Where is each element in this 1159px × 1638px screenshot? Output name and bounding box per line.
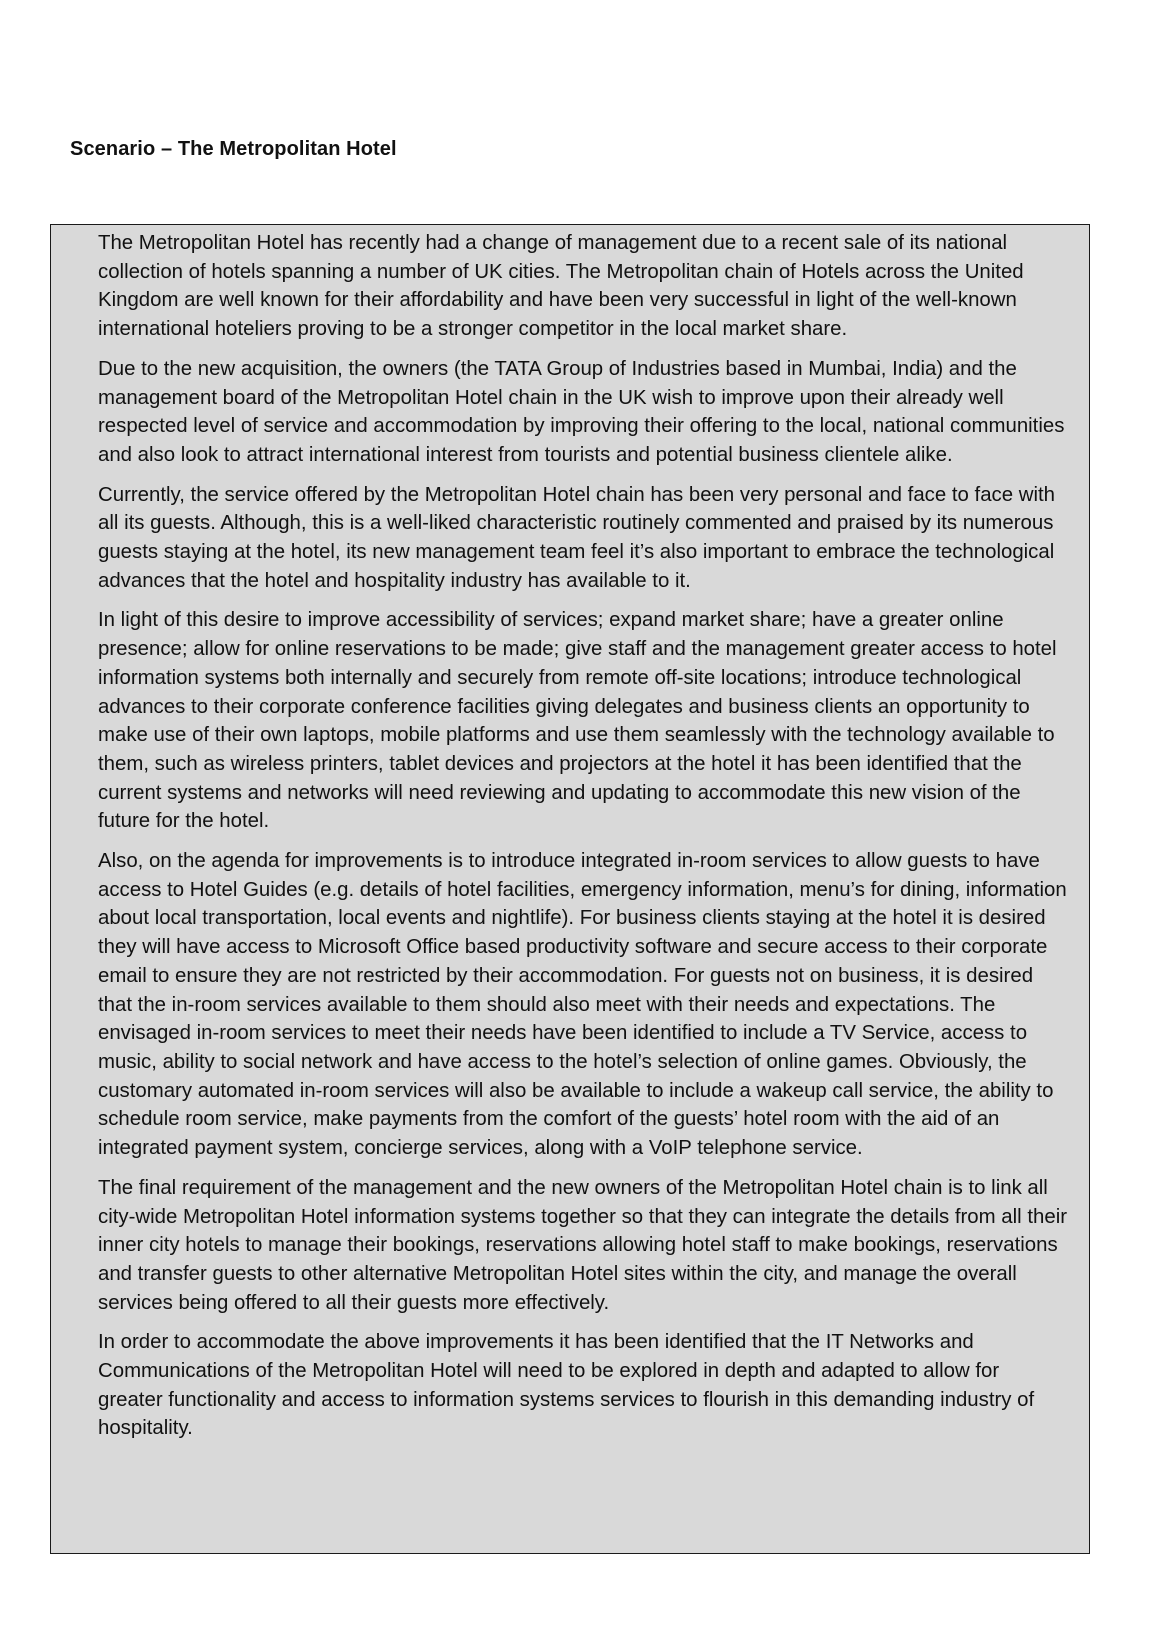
scenario-paragraph-5: Also, on the agenda for improvements is to introduce integrated in-room services to allow guests to have access to Hotel Guides (e.g. details of hotel facilities, emergency information, menu’s for dining, information about local transportation, local events and nightlife). For business clients staying at the hotel it is desired they will have access to Microsoft Office based productivity software and secure access to their corporate email to ensure they are not restricted by their accommodation. For guests not on business, it is desired that the in-room services available to them should also meet with their needs and expectations. The envisaged in-room services to meet their needs have been identified to include a TV Service, access to music, ability to social network and have access to the hotel’s selection of online games. Obviously, the customary automated in-room services will also be available to include a wakeup call service, the ability to schedule room service, make payments from the comfort of the guests’ hotel room with the aid of an integrated payment system, concierge services, along with a VoIP telephone service. xyxy=(98,850,1067,1160)
scenario-text-box xyxy=(50,224,1090,1554)
scenario-paragraph-7: In order to accommodate the above improvements it has been identified that the IT Networks and Communications of the Metropolitan Hotel will need to be explored in depth and adapted to allow for greater functionality and access to information systems services to flourish in this demanding industry of hospitality. xyxy=(98,1331,1035,1440)
scenario-paragraph-4: In light of this desire to improve accessibility of services; expand market share; have a greater online presence; allow for online reservations to be made; give staff and the management greater access to hotel information systems both internally and securely from remote off-site locations; introduce technological advances to their corporate conference facilities giving delegates and business clients an opportunity to make use of their own laptops, mobile platforms and use them seamlessly with the technology available to them, such as wireless printers, tablet devices and projectors at the hotel it has been identified that the current systems and networks will need reviewing and updating to accommodate this new vision of the future for the hotel. xyxy=(98,609,1057,833)
scenario-paragraph-1: The Metropolitan Hotel has recently had a change of management due to a recent sale of its national collection of hotels spanning a number of UK cities. The Metropolitan chain of Hotels across the United Kingdom are well known for their affordability and have been very successful in light of the well-known international hoteliers proving to be a stronger competitor in the local market share. xyxy=(98,232,1024,341)
scenario-paragraph-3: Currently, the service offered by the Metropolitan Hotel chain has been very personal and face to face with all its guests. Although, this is a well-liked characteristic routinely commented and praised by its numerous guests staying at the hotel, its new management team feel it’s also important to embrace the technological advances that the hotel and hospitality industry has available to it. xyxy=(98,483,1056,592)
scenario-paragraph-6: The final requirement of the management and the new owners of the Metropolitan Hotel chain is to link all city-wide Metropolitan Hotel information systems together so that they can integrate the details from all their inner city hotels to manage their bookings, reservations allowing hotel staff to make bookings, reservations and transfer guests to other alternative Metropolitan Hotel sites within the city, and manage the overall services being offered to all their guests more effectively. xyxy=(98,1176,1068,1314)
page-title: Scenario – The Metropolitan Hotel xyxy=(70,138,397,160)
scenario-paragraph-2: Due to the new acquisition, the owners (the TATA Group of Industries based in Mumbai, India) and the management board of the Metropolitan Hotel chain in the UK wish to improve upon their already well respected level of service and accommodation by improving their offering to the local, national communities and also look to attract international interest from tourists and potential business clientele alike. xyxy=(98,357,1065,466)
